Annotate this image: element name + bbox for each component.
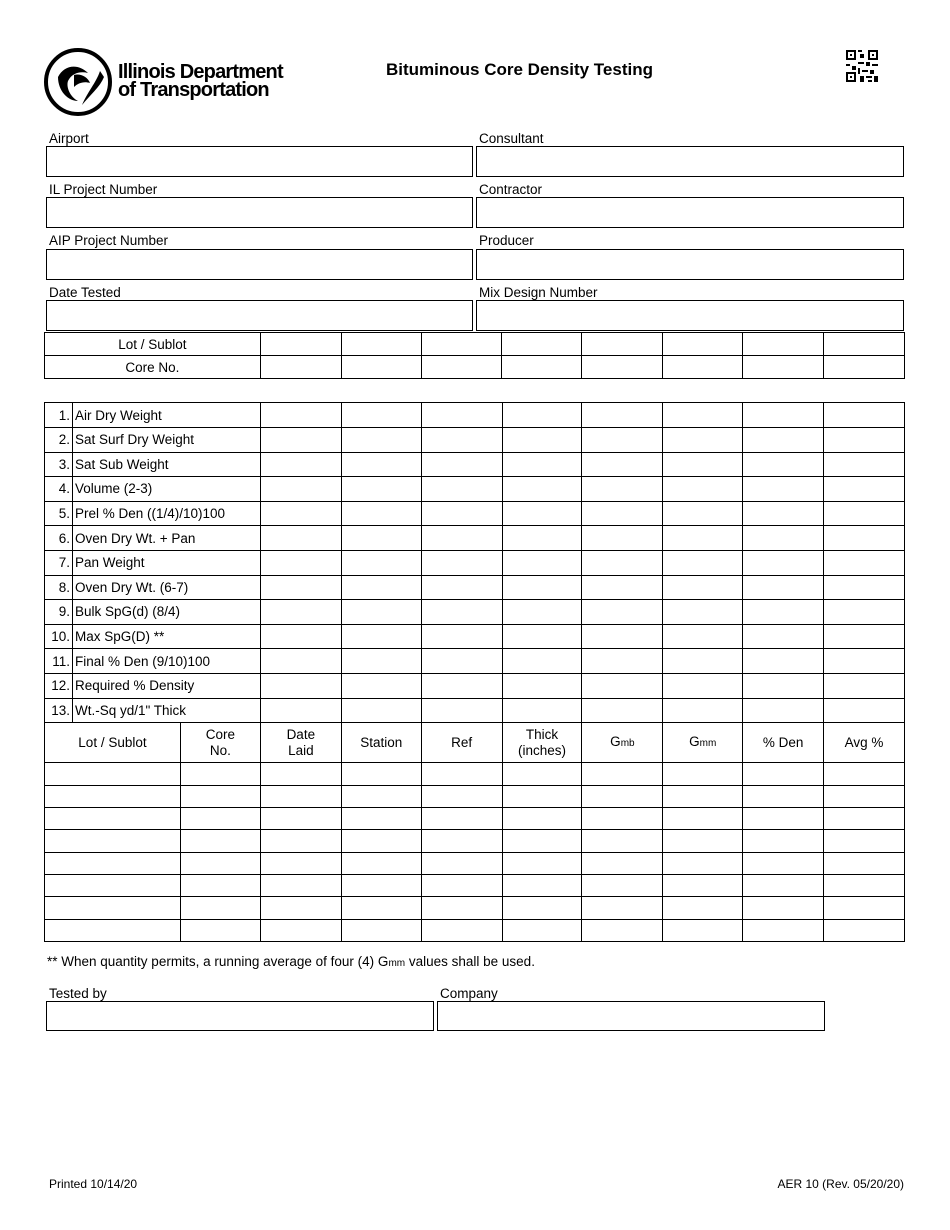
cell[interactable]: [45, 852, 181, 874]
cell[interactable]: [743, 875, 824, 897]
cell[interactable]: [663, 550, 743, 575]
cell[interactable]: [180, 785, 260, 807]
cell[interactable]: [582, 501, 663, 526]
calc-row: [45, 698, 905, 723]
cell[interactable]: [824, 875, 905, 897]
cell[interactable]: [502, 649, 582, 674]
cell[interactable]: [743, 452, 824, 477]
cell[interactable]: [421, 600, 502, 625]
cell[interactable]: [582, 830, 663, 852]
cell[interactable]: [824, 897, 905, 919]
cell[interactable]: [45, 830, 181, 852]
cell[interactable]: [502, 875, 582, 897]
cell[interactable]: [260, 698, 341, 723]
cell[interactable]: [260, 452, 341, 477]
calc-row: [45, 600, 905, 625]
qr-code-icon: [846, 50, 878, 82]
row-label: Bulk SpG(d) (8/4): [72, 600, 260, 625]
cell[interactable]: [180, 852, 260, 874]
cell[interactable]: [824, 649, 905, 674]
cell[interactable]: [260, 501, 341, 526]
cell[interactable]: [743, 649, 824, 674]
cell[interactable]: [421, 807, 502, 829]
row-label: Wt.-Sq yd/1" Thick: [72, 698, 260, 723]
cell[interactable]: [180, 875, 260, 897]
row-number: 7.: [45, 550, 73, 575]
summary-row: [45, 852, 905, 874]
cell[interactable]: [260, 673, 341, 698]
cell[interactable]: [502, 763, 582, 785]
cell[interactable]: [502, 333, 582, 356]
lot-sublot-row: [45, 333, 905, 356]
cell[interactable]: [421, 428, 502, 453]
cell[interactable]: [341, 830, 421, 852]
cell[interactable]: [824, 830, 905, 852]
cell[interactable]: [502, 526, 582, 551]
cell[interactable]: [743, 477, 824, 502]
cell[interactable]: [421, 452, 502, 477]
date-tested-label: Date Tested: [49, 285, 121, 300]
cell[interactable]: [663, 624, 743, 649]
cell[interactable]: [824, 452, 905, 477]
cell[interactable]: [663, 763, 743, 785]
summary-row: [45, 875, 905, 897]
cell[interactable]: [260, 785, 341, 807]
cell[interactable]: [824, 852, 905, 874]
cell[interactable]: [582, 600, 663, 625]
summary-row: [45, 763, 905, 785]
cell[interactable]: [582, 575, 663, 600]
cell[interactable]: [260, 356, 341, 379]
cell[interactable]: [45, 807, 181, 829]
tested-by-field[interactable]: [46, 1001, 434, 1031]
cell[interactable]: [502, 807, 582, 829]
cell[interactable]: [824, 785, 905, 807]
cell[interactable]: [663, 333, 743, 356]
cell[interactable]: [341, 807, 421, 829]
cell[interactable]: [421, 575, 502, 600]
company-field[interactable]: [437, 1001, 825, 1031]
mix-design-number-label: Mix Design Number: [479, 285, 598, 300]
cell[interactable]: [180, 763, 260, 785]
row-label: Oven Dry Wt. (6-7): [72, 575, 260, 600]
cell[interactable]: [663, 452, 743, 477]
cell[interactable]: [502, 356, 582, 379]
cell[interactable]: [502, 624, 582, 649]
row-number: 1.: [45, 403, 73, 428]
cell[interactable]: [582, 897, 663, 919]
cell[interactable]: [824, 807, 905, 829]
row-number: 9.: [45, 600, 73, 625]
cell[interactable]: [582, 852, 663, 874]
cell[interactable]: [260, 649, 341, 674]
cell[interactable]: [260, 428, 341, 453]
airport-label: Airport: [49, 131, 89, 146]
row-number: 5.: [45, 501, 73, 526]
cell[interactable]: [421, 673, 502, 698]
row-number: 3.: [45, 452, 73, 477]
cell[interactable]: [582, 624, 663, 649]
cell[interactable]: [743, 763, 824, 785]
cell[interactable]: [582, 807, 663, 829]
cell[interactable]: [260, 600, 341, 625]
cell[interactable]: [582, 698, 663, 723]
cell[interactable]: [341, 333, 421, 356]
cell[interactable]: [582, 526, 663, 551]
cell[interactable]: [421, 785, 502, 807]
cell[interactable]: [824, 403, 905, 428]
col-station: Station: [341, 723, 421, 763]
cell[interactable]: [582, 649, 663, 674]
cell[interactable]: [260, 550, 341, 575]
calc-row: [45, 403, 905, 428]
cell[interactable]: [341, 526, 421, 551]
idot-logo-icon: [44, 47, 114, 117]
cell[interactable]: [341, 550, 421, 575]
cell[interactable]: [502, 852, 582, 874]
cell[interactable]: [663, 875, 743, 897]
cell[interactable]: [663, 807, 743, 829]
lot-sublot-label: Lot / Sublot: [45, 333, 261, 356]
col-core-no: Core No.: [180, 723, 260, 763]
cell[interactable]: [421, 356, 502, 379]
lot-core-table: [44, 332, 905, 379]
calc-row: [45, 624, 905, 649]
cell[interactable]: [582, 356, 663, 379]
cell[interactable]: [341, 852, 421, 874]
cell[interactable]: [260, 919, 341, 941]
col-gmb: Gmb: [582, 723, 663, 763]
cell[interactable]: [743, 526, 824, 551]
cell[interactable]: [502, 785, 582, 807]
row-number: 2.: [45, 428, 73, 453]
cell[interactable]: [502, 698, 582, 723]
cell[interactable]: [824, 698, 905, 723]
cell[interactable]: [421, 763, 502, 785]
cell[interactable]: [663, 649, 743, 674]
row-label: Volume (2-3): [72, 477, 260, 502]
consultant-field[interactable]: [476, 146, 904, 177]
cell[interactable]: [260, 575, 341, 600]
cell[interactable]: [663, 356, 743, 379]
cell[interactable]: [502, 403, 582, 428]
row-number: 10.: [45, 624, 73, 649]
cell[interactable]: [743, 403, 824, 428]
row-label: Final % Den (9/10)100: [72, 649, 260, 674]
cell[interactable]: [663, 575, 743, 600]
cell[interactable]: [582, 673, 663, 698]
cell[interactable]: [743, 897, 824, 919]
cell[interactable]: [743, 550, 824, 575]
cell[interactable]: [421, 919, 502, 941]
contractor-field[interactable]: [476, 197, 904, 228]
cell[interactable]: [45, 875, 181, 897]
cell[interactable]: [180, 919, 260, 941]
cell[interactable]: [341, 477, 421, 502]
cell[interactable]: [421, 501, 502, 526]
cell[interactable]: [502, 830, 582, 852]
cell[interactable]: [421, 526, 502, 551]
cell[interactable]: [421, 477, 502, 502]
cell[interactable]: [824, 919, 905, 941]
calc-row: [45, 428, 905, 453]
il-project-number-label: IL Project Number: [49, 182, 158, 197]
cell[interactable]: [341, 897, 421, 919]
cell[interactable]: [824, 624, 905, 649]
cell[interactable]: [502, 477, 582, 502]
cell[interactable]: [260, 763, 341, 785]
cell[interactable]: [824, 428, 905, 453]
cell[interactable]: [663, 428, 743, 453]
cell[interactable]: [341, 624, 421, 649]
cell[interactable]: [663, 477, 743, 502]
cell[interactable]: [260, 897, 341, 919]
cell[interactable]: [502, 428, 582, 453]
cell[interactable]: [260, 333, 341, 356]
cell[interactable]: [824, 550, 905, 575]
aip-project-number-field[interactable]: [46, 249, 473, 280]
cell[interactable]: [743, 356, 824, 379]
cell[interactable]: [824, 673, 905, 698]
airport-field[interactable]: [46, 146, 473, 177]
cell[interactable]: [743, 428, 824, 453]
cell[interactable]: [582, 919, 663, 941]
company-label: Company: [440, 986, 498, 1001]
cell[interactable]: [341, 403, 421, 428]
cell[interactable]: [421, 897, 502, 919]
form-id: AER 10 (Rev. 05/20/20): [777, 1177, 904, 1191]
contractor-label: Contractor: [479, 182, 543, 197]
col-lot-sublot: Lot / Sublot: [45, 723, 181, 763]
cell[interactable]: [260, 830, 341, 852]
cell[interactable]: [663, 919, 743, 941]
calc-row: [45, 477, 905, 502]
cell[interactable]: [421, 333, 502, 356]
cell[interactable]: [260, 852, 341, 874]
row-label: Sat Sub Weight: [72, 452, 260, 477]
cell[interactable]: [180, 897, 260, 919]
cell[interactable]: [582, 333, 663, 356]
aip-project-number-label: AIP Project Number: [49, 233, 169, 248]
mix-design-number-field[interactable]: [476, 300, 904, 331]
cell[interactable]: [502, 673, 582, 698]
row-number: 8.: [45, 575, 73, 600]
cell[interactable]: [45, 897, 181, 919]
calc-row: [45, 550, 905, 575]
cell[interactable]: [663, 526, 743, 551]
cell[interactable]: [45, 785, 181, 807]
cell[interactable]: [260, 875, 341, 897]
cell[interactable]: [582, 785, 663, 807]
cell[interactable]: [421, 852, 502, 874]
row-label: Pan Weight: [72, 550, 260, 575]
cell[interactable]: [743, 624, 824, 649]
producer-field[interactable]: [476, 249, 904, 280]
cell[interactable]: [502, 600, 582, 625]
cell[interactable]: [743, 673, 824, 698]
calc-row: [45, 452, 905, 477]
cell[interactable]: [663, 830, 743, 852]
cell[interactable]: [824, 763, 905, 785]
cell[interactable]: [502, 897, 582, 919]
col-avg-pct: Avg %: [824, 723, 905, 763]
cell[interactable]: [45, 763, 181, 785]
row-label: Max SpG(D) **: [72, 624, 260, 649]
cell[interactable]: [743, 919, 824, 941]
row-number: 4.: [45, 477, 73, 502]
summary-row: [45, 807, 905, 829]
cell[interactable]: [582, 403, 663, 428]
footnote: ** When quantity permits, a running average of four (4) Gmm values shall be used.: [47, 954, 535, 969]
cell[interactable]: [582, 875, 663, 897]
consultant-label: Consultant: [479, 131, 544, 146]
row-number: 12.: [45, 673, 73, 698]
producer-label: Producer: [479, 233, 534, 248]
cell[interactable]: [421, 830, 502, 852]
col-gmm: Gmm: [663, 723, 743, 763]
summary-row: [45, 919, 905, 941]
cell[interactable]: [341, 356, 421, 379]
cell[interactable]: [663, 897, 743, 919]
cell[interactable]: [421, 875, 502, 897]
cell[interactable]: [180, 830, 260, 852]
cell[interactable]: [743, 501, 824, 526]
core-no-label: Core No.: [45, 356, 261, 379]
row-label: Prel % Den ((1/4)/10)100: [72, 501, 260, 526]
col-ref: Ref: [421, 723, 502, 763]
col-thick: Thick (inches): [502, 723, 582, 763]
calc-row: [45, 575, 905, 600]
cell[interactable]: [421, 624, 502, 649]
core-no-row: [45, 356, 905, 379]
cell[interactable]: [260, 477, 341, 502]
cell[interactable]: [502, 550, 582, 575]
calc-row: [45, 649, 905, 674]
tested-by-label: Tested by: [49, 986, 107, 1001]
cell[interactable]: [663, 403, 743, 428]
calc-row: [45, 673, 905, 698]
cell[interactable]: [663, 698, 743, 723]
col-pct-den: % Den: [743, 723, 824, 763]
cell[interactable]: [582, 763, 663, 785]
row-label: Sat Surf Dry Weight: [72, 428, 260, 453]
cell[interactable]: [260, 624, 341, 649]
cell[interactable]: [260, 807, 341, 829]
cell[interactable]: [421, 649, 502, 674]
cell[interactable]: [663, 852, 743, 874]
cell[interactable]: [341, 428, 421, 453]
cell[interactable]: [502, 919, 582, 941]
cell[interactable]: [502, 452, 582, 477]
page-title: Bituminous Core Density Testing: [386, 60, 653, 79]
cell[interactable]: [743, 575, 824, 600]
summary-row: [45, 830, 905, 852]
cell[interactable]: [743, 600, 824, 625]
cell[interactable]: [502, 575, 582, 600]
row-label: Air Dry Weight: [72, 403, 260, 428]
cell[interactable]: [663, 600, 743, 625]
cell[interactable]: [341, 452, 421, 477]
cell[interactable]: [582, 452, 663, 477]
cell[interactable]: [260, 403, 341, 428]
printed-date: Printed 10/14/20: [49, 1177, 138, 1191]
cell[interactable]: [582, 477, 663, 502]
cell[interactable]: [502, 501, 582, 526]
row-number: 13.: [45, 698, 73, 723]
cell[interactable]: [180, 807, 260, 829]
cell[interactable]: [824, 356, 905, 379]
cell[interactable]: [743, 807, 824, 829]
cell[interactable]: [743, 698, 824, 723]
cell[interactable]: [341, 785, 421, 807]
cell[interactable]: [824, 600, 905, 625]
cell[interactable]: [421, 403, 502, 428]
cell[interactable]: [582, 428, 663, 453]
cell[interactable]: [260, 526, 341, 551]
cell[interactable]: [341, 763, 421, 785]
date-tested-field[interactable]: [46, 300, 473, 331]
cell[interactable]: [743, 852, 824, 874]
cell[interactable]: [824, 333, 905, 356]
cell[interactable]: [341, 600, 421, 625]
summary-header-row: [45, 723, 905, 763]
summary-row: [45, 785, 905, 807]
col-date-laid: Date Laid: [260, 723, 341, 763]
cell[interactable]: [341, 649, 421, 674]
density-table: [44, 402, 905, 942]
calc-row: [45, 526, 905, 551]
cell[interactable]: [341, 919, 421, 941]
agency-name: Illinois Department of Transportation: [118, 61, 283, 101]
cell[interactable]: [421, 550, 502, 575]
cell[interactable]: [45, 919, 181, 941]
cell[interactable]: [341, 673, 421, 698]
row-label: Oven Dry Wt. + Pan: [72, 526, 260, 551]
cell[interactable]: [824, 477, 905, 502]
cell[interactable]: [341, 875, 421, 897]
cell[interactable]: [743, 333, 824, 356]
row-number: 11.: [45, 649, 73, 674]
cell[interactable]: [663, 673, 743, 698]
cell[interactable]: [743, 830, 824, 852]
cell[interactable]: [341, 501, 421, 526]
cell[interactable]: [824, 501, 905, 526]
cell[interactable]: [582, 550, 663, 575]
il-project-number-field[interactable]: [46, 197, 473, 228]
summary-row: [45, 897, 905, 919]
cell[interactable]: [663, 501, 743, 526]
row-number: 6.: [45, 526, 73, 551]
cell[interactable]: [341, 698, 421, 723]
cell[interactable]: [421, 698, 502, 723]
calc-row: [45, 501, 905, 526]
cell[interactable]: [743, 785, 824, 807]
cell[interactable]: [824, 575, 905, 600]
row-label: Required % Density: [72, 673, 260, 698]
cell[interactable]: [663, 785, 743, 807]
cell[interactable]: [824, 526, 905, 551]
cell[interactable]: [341, 575, 421, 600]
